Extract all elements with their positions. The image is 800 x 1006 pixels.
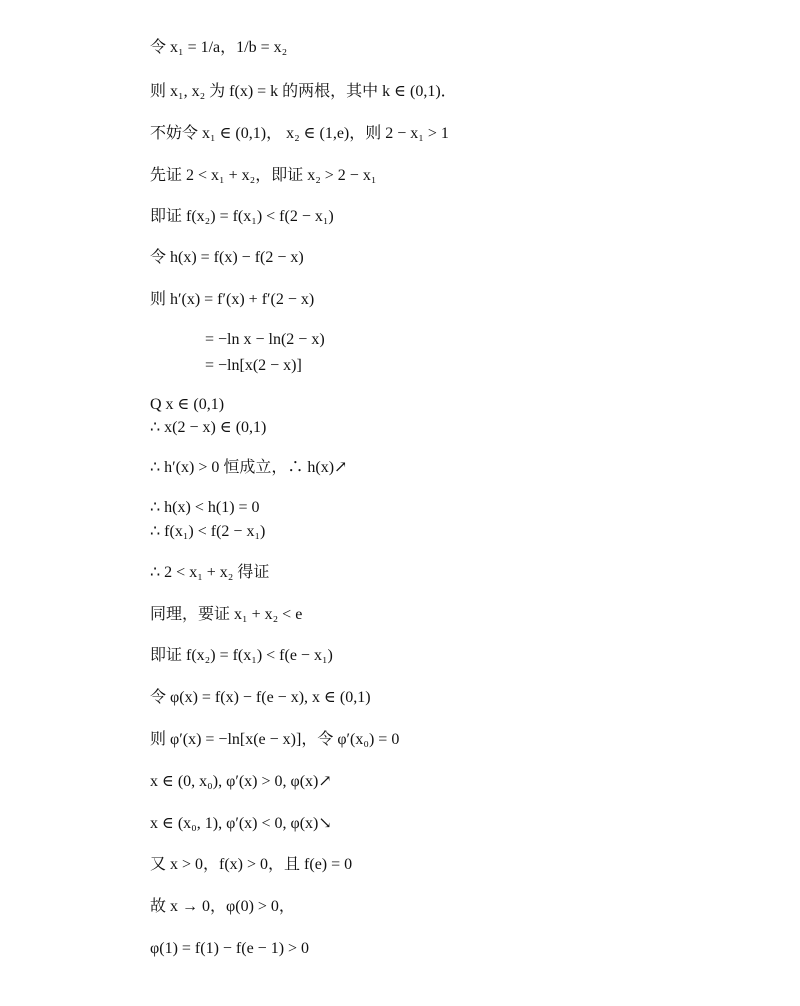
math-line: 即证 f(x₂) = f(x₁) < f(e − x₁) — [150, 647, 333, 664]
math-line: 不妨令 x₁ ∈ (0,1)， x₂ ∈ (1,e)，则 2 − x₁ > 1 — [150, 125, 449, 142]
math-line: 令 h(x) = f(x) − f(2 − x) — [150, 249, 304, 266]
math-line: 又 x > 0，f(x) > 0，且 f(e) = 0 — [150, 856, 353, 873]
math-line: Q x ∈ (0,1) — [150, 396, 225, 413]
math-line: ∴ h′(x) > 0 恒成立，∴ h(x)↗ — [150, 459, 348, 476]
math-line: ∴ x(2 − x) ∈ (0,1) — [150, 419, 267, 436]
math-line: 同理，要证 x₁ + x₂ < e — [150, 606, 303, 623]
math-line: = −ln[x(2 − x)] — [205, 357, 302, 374]
math-line: ∴ h(x) < h(1) = 0 — [150, 499, 260, 516]
math-line: ∴ 2 < x₁ + x₂ 得证 — [150, 564, 270, 581]
math-line: 令 x₁ = 1/a，1/b = x₂ — [150, 39, 288, 56]
math-line: 则 h′(x) = f′(x) + f′(2 − x) — [150, 291, 315, 308]
math-line: = −ln x − ln(2 − x) — [205, 331, 325, 348]
math-line: 即证 f(x₂) = f(x₁) < f(2 − x₁) — [150, 208, 334, 225]
math-line: 则 φ′(x) = −ln[x(e − x)]，令 φ′(x₀) = 0 — [150, 731, 400, 748]
math-line: 故 x → 0，φ(0) > 0， — [150, 898, 295, 915]
math-line: x ∈ (0, x₀), φ′(x) > 0, φ(x)↗ — [150, 773, 332, 790]
math-line: 先证 2 < x₁ + x₂，即证 x₂ > 2 − x₁ — [150, 167, 377, 184]
math-line: 令 φ(x) = f(x) − f(e − x), x ∈ (0,1) — [150, 689, 371, 706]
math-line: φ(1) = f(1) − f(e − 1) > 0 — [150, 940, 310, 957]
math-line: 则 x₁, x₂ 为 f(x) = k 的两根，其中 k ∈ (0,1)． — [150, 83, 457, 100]
math-line: x ∈ (x₀, 1), φ′(x) < 0, φ(x)↘ — [150, 815, 332, 832]
math-line: ∴ f(x₁) < f(2 − x₁) — [150, 523, 266, 540]
